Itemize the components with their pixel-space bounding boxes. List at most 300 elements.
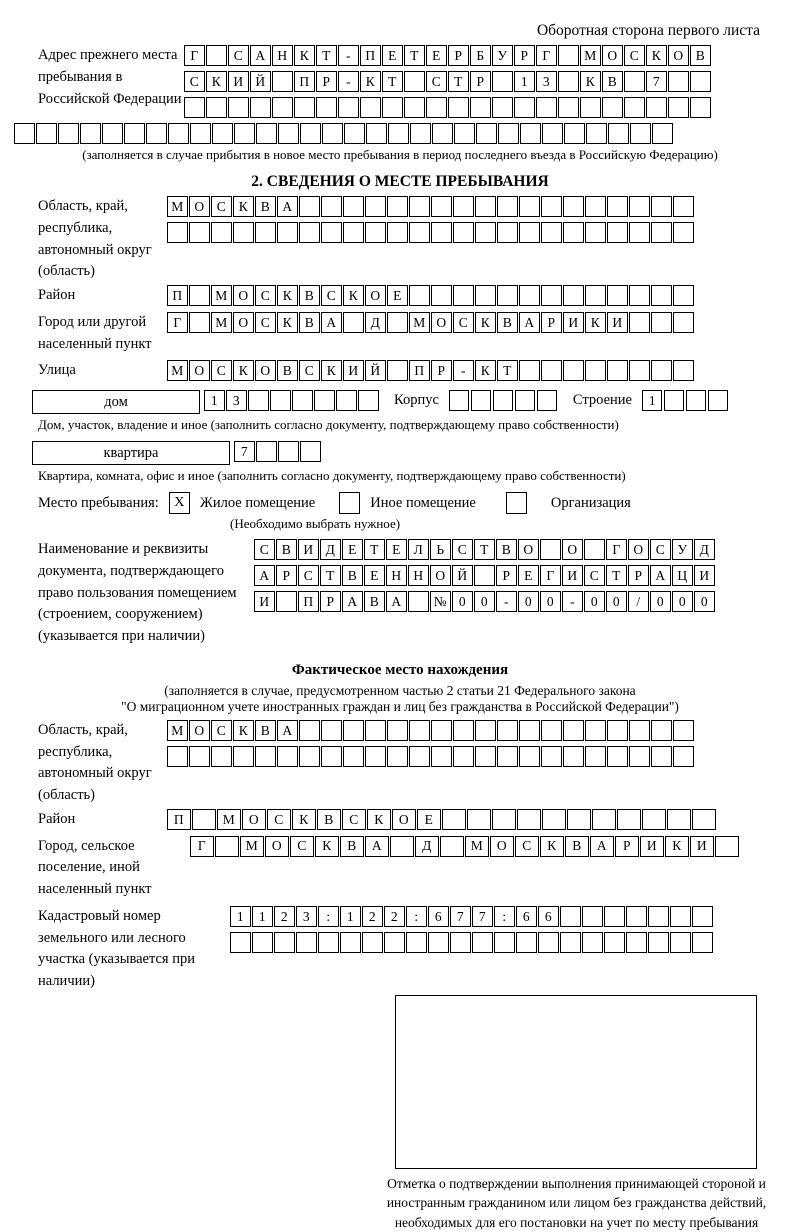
char-cell[interactable] xyxy=(592,809,616,830)
char-cell[interactable] xyxy=(206,97,227,118)
char-cell[interactable] xyxy=(167,746,188,767)
char-cell[interactable] xyxy=(255,222,276,243)
char-cell[interactable] xyxy=(560,932,581,953)
char-cell[interactable]: К xyxy=(343,285,364,306)
char-cell[interactable]: Е xyxy=(518,565,539,586)
char-cell[interactable] xyxy=(387,746,408,767)
char-cell[interactable] xyxy=(492,809,516,830)
char-cell[interactable] xyxy=(563,196,584,217)
char-cell[interactable]: Е xyxy=(386,539,407,560)
char-cell[interactable] xyxy=(470,97,491,118)
char-cell[interactable]: Т xyxy=(474,539,495,560)
char-cell[interactable] xyxy=(690,71,711,92)
char-cell[interactable]: 0 xyxy=(606,591,627,612)
char-cell[interactable] xyxy=(648,906,669,927)
char-cell[interactable] xyxy=(358,390,379,411)
char-cell[interactable] xyxy=(564,123,585,144)
char-cell[interactable] xyxy=(560,906,581,927)
char-cell[interactable] xyxy=(607,222,628,243)
char-cell[interactable] xyxy=(567,809,591,830)
char-cell[interactable]: 1 xyxy=(252,906,273,927)
char-cell[interactable]: П xyxy=(167,285,188,306)
char-cell[interactable] xyxy=(215,836,239,857)
char-cell[interactable] xyxy=(448,97,469,118)
char-cell[interactable]: О xyxy=(189,360,210,381)
char-cell[interactable]: А xyxy=(277,196,298,217)
char-cell[interactable] xyxy=(692,906,713,927)
char-cell[interactable]: Р xyxy=(448,45,469,66)
char-cell[interactable]: 0 xyxy=(518,591,539,612)
char-cell[interactable]: В xyxy=(317,809,341,830)
char-cell[interactable] xyxy=(426,97,447,118)
char-cell[interactable] xyxy=(206,45,227,66)
char-cell[interactable] xyxy=(582,932,603,953)
char-cell[interactable]: К xyxy=(294,45,315,66)
char-cell[interactable] xyxy=(299,720,320,741)
char-cell[interactable]: Л xyxy=(408,539,429,560)
char-cell[interactable]: К xyxy=(475,312,496,333)
char-cell[interactable]: Т xyxy=(606,565,627,586)
char-cell[interactable]: В xyxy=(277,360,298,381)
char-cell[interactable]: А xyxy=(650,565,671,586)
char-cell[interactable] xyxy=(630,123,651,144)
char-cell[interactable]: - xyxy=(453,360,474,381)
char-cell[interactable]: Е xyxy=(342,539,363,560)
char-cell[interactable]: О xyxy=(668,45,689,66)
char-cell[interactable] xyxy=(387,222,408,243)
char-cell[interactable] xyxy=(343,720,364,741)
char-cell[interactable]: 3 xyxy=(536,71,557,92)
char-cell[interactable]: 6 xyxy=(538,906,559,927)
char-cell[interactable] xyxy=(541,360,562,381)
char-cell[interactable] xyxy=(517,809,541,830)
char-cell[interactable]: - xyxy=(562,591,583,612)
char-cell[interactable] xyxy=(474,565,495,586)
char-cell[interactable] xyxy=(278,123,299,144)
char-cell[interactable]: М xyxy=(167,196,188,217)
char-cell[interactable] xyxy=(387,720,408,741)
char-cell[interactable]: Д xyxy=(320,539,341,560)
char-cell[interactable] xyxy=(673,746,694,767)
char-cell[interactable]: В xyxy=(276,539,297,560)
char-cell[interactable] xyxy=(365,746,386,767)
char-cell[interactable]: Р xyxy=(615,836,639,857)
char-cell[interactable]: Р xyxy=(496,565,517,586)
char-cell[interactable] xyxy=(519,360,540,381)
char-cell[interactable] xyxy=(189,285,210,306)
char-cell[interactable] xyxy=(651,360,672,381)
char-cell[interactable]: Н xyxy=(272,45,293,66)
char-cell[interactable]: С xyxy=(584,565,605,586)
char-cell[interactable] xyxy=(410,123,431,144)
char-cell[interactable]: К xyxy=(206,71,227,92)
char-cell[interactable]: О xyxy=(628,539,649,560)
char-cell[interactable] xyxy=(651,312,672,333)
char-cell[interactable] xyxy=(652,123,673,144)
char-cell[interactable] xyxy=(233,746,254,767)
char-cell[interactable] xyxy=(321,746,342,767)
char-cell[interactable] xyxy=(453,285,474,306)
char-cell[interactable]: О xyxy=(490,836,514,857)
char-cell[interactable]: К xyxy=(233,360,254,381)
char-cell[interactable] xyxy=(692,809,716,830)
char-cell[interactable]: 1 xyxy=(230,906,251,927)
char-cell[interactable]: И xyxy=(298,539,319,560)
char-cell[interactable]: С xyxy=(426,71,447,92)
char-cell[interactable] xyxy=(360,97,381,118)
char-cell[interactable]: О xyxy=(233,285,254,306)
char-cell[interactable]: К xyxy=(277,285,298,306)
char-cell[interactable]: Р xyxy=(541,312,562,333)
char-cell[interactable]: - xyxy=(338,71,359,92)
char-cell[interactable]: И xyxy=(563,312,584,333)
char-cell[interactable] xyxy=(365,196,386,217)
char-cell[interactable] xyxy=(673,312,694,333)
char-cell[interactable] xyxy=(673,196,694,217)
char-cell[interactable]: С xyxy=(254,539,275,560)
char-cell[interactable] xyxy=(586,123,607,144)
char-cell[interactable]: 0 xyxy=(650,591,671,612)
char-cell[interactable]: П xyxy=(294,71,315,92)
char-cell[interactable] xyxy=(537,390,558,411)
char-cell[interactable] xyxy=(492,97,513,118)
char-cell[interactable] xyxy=(336,390,357,411)
char-cell[interactable] xyxy=(541,720,562,741)
char-cell[interactable]: 1 xyxy=(204,390,225,411)
char-cell[interactable]: К xyxy=(367,809,391,830)
char-cell[interactable] xyxy=(715,836,739,857)
char-cell[interactable]: О xyxy=(255,360,276,381)
char-cell[interactable] xyxy=(629,720,650,741)
char-cell[interactable] xyxy=(252,932,273,953)
char-cell[interactable]: Р xyxy=(628,565,649,586)
char-cell[interactable] xyxy=(520,123,541,144)
char-cell[interactable]: П xyxy=(360,45,381,66)
char-cell[interactable] xyxy=(670,906,691,927)
char-cell[interactable]: В xyxy=(565,836,589,857)
char-cell[interactable] xyxy=(514,97,535,118)
char-cell[interactable]: О xyxy=(189,720,210,741)
char-cell[interactable] xyxy=(493,390,514,411)
char-cell[interactable]: № xyxy=(430,591,451,612)
char-cell[interactable]: Н xyxy=(408,565,429,586)
char-cell[interactable]: М xyxy=(211,312,232,333)
char-cell[interactable]: С xyxy=(321,285,342,306)
char-cell[interactable] xyxy=(296,932,317,953)
char-cell[interactable] xyxy=(321,222,342,243)
char-cell[interactable]: П xyxy=(167,809,191,830)
char-cell[interactable]: 0 xyxy=(540,591,561,612)
char-cell[interactable] xyxy=(212,123,233,144)
char-cell[interactable] xyxy=(585,720,606,741)
char-cell[interactable] xyxy=(584,539,605,560)
char-cell[interactable] xyxy=(431,196,452,217)
char-cell[interactable] xyxy=(519,720,540,741)
char-cell[interactable] xyxy=(668,71,689,92)
char-cell[interactable] xyxy=(629,312,650,333)
char-cell[interactable] xyxy=(409,285,430,306)
char-cell[interactable]: К xyxy=(277,312,298,333)
char-cell[interactable]: Г xyxy=(606,539,627,560)
char-cell[interactable]: П xyxy=(298,591,319,612)
char-cell[interactable] xyxy=(168,123,189,144)
char-cell[interactable] xyxy=(664,390,685,411)
char-cell[interactable]: С xyxy=(342,809,366,830)
char-cell[interactable]: В xyxy=(299,312,320,333)
char-cell[interactable] xyxy=(190,123,211,144)
char-cell[interactable] xyxy=(250,97,271,118)
char-cell[interactable] xyxy=(343,312,364,333)
char-cell[interactable]: Р xyxy=(276,565,297,586)
char-cell[interactable] xyxy=(58,123,79,144)
checkbox-other-premises[interactable] xyxy=(339,492,360,514)
char-cell[interactable] xyxy=(192,809,216,830)
char-cell[interactable] xyxy=(497,720,518,741)
char-cell[interactable] xyxy=(629,285,650,306)
char-cell[interactable] xyxy=(80,123,101,144)
char-cell[interactable] xyxy=(189,222,210,243)
char-cell[interactable]: К xyxy=(646,45,667,66)
char-cell[interactable]: В xyxy=(364,591,385,612)
char-cell[interactable] xyxy=(541,746,562,767)
char-cell[interactable]: С xyxy=(184,71,205,92)
char-cell[interactable] xyxy=(256,123,277,144)
char-cell[interactable]: 2 xyxy=(274,906,295,927)
char-cell[interactable] xyxy=(431,746,452,767)
char-cell[interactable] xyxy=(255,746,276,767)
char-cell[interactable] xyxy=(365,222,386,243)
char-cell[interactable] xyxy=(234,123,255,144)
char-cell[interactable]: Ь xyxy=(430,539,451,560)
char-cell[interactable] xyxy=(497,222,518,243)
house-type-box[interactable]: дом xyxy=(32,390,200,414)
char-cell[interactable] xyxy=(651,720,672,741)
char-cell[interactable] xyxy=(409,196,430,217)
char-cell[interactable]: 1 xyxy=(514,71,535,92)
char-cell[interactable] xyxy=(563,285,584,306)
char-cell[interactable]: К xyxy=(585,312,606,333)
char-cell[interactable] xyxy=(184,97,205,118)
char-cell[interactable]: Д xyxy=(365,312,386,333)
char-cell[interactable] xyxy=(607,196,628,217)
char-cell[interactable]: К xyxy=(315,836,339,857)
char-cell[interactable] xyxy=(475,720,496,741)
char-cell[interactable] xyxy=(651,222,672,243)
char-cell[interactable] xyxy=(602,97,623,118)
char-cell[interactable] xyxy=(542,809,566,830)
char-cell[interactable]: В xyxy=(602,71,623,92)
char-cell[interactable]: 3 xyxy=(296,906,317,927)
char-cell[interactable]: И xyxy=(607,312,628,333)
char-cell[interactable]: 2 xyxy=(384,906,405,927)
char-cell[interactable] xyxy=(343,746,364,767)
char-cell[interactable]: В xyxy=(690,45,711,66)
char-cell[interactable]: У xyxy=(672,539,693,560)
char-cell[interactable] xyxy=(467,809,491,830)
char-cell[interactable] xyxy=(585,196,606,217)
char-cell[interactable] xyxy=(585,222,606,243)
char-cell[interactable]: А xyxy=(365,836,389,857)
char-cell[interactable]: С xyxy=(624,45,645,66)
char-cell[interactable]: В xyxy=(497,312,518,333)
char-cell[interactable]: С xyxy=(211,360,232,381)
char-cell[interactable]: И xyxy=(640,836,664,857)
char-cell[interactable] xyxy=(558,71,579,92)
char-cell[interactable] xyxy=(607,720,628,741)
char-cell[interactable]: В xyxy=(255,196,276,217)
char-cell[interactable] xyxy=(274,932,295,953)
char-cell[interactable] xyxy=(607,746,628,767)
char-cell[interactable] xyxy=(453,222,474,243)
char-cell[interactable] xyxy=(300,441,321,462)
char-cell[interactable] xyxy=(365,720,386,741)
char-cell[interactable] xyxy=(211,746,232,767)
char-cell[interactable] xyxy=(432,123,453,144)
char-cell[interactable]: В xyxy=(299,285,320,306)
char-cell[interactable] xyxy=(409,222,430,243)
char-cell[interactable]: А xyxy=(519,312,540,333)
char-cell[interactable] xyxy=(431,285,452,306)
char-cell[interactable] xyxy=(256,441,277,462)
char-cell[interactable]: Т xyxy=(448,71,469,92)
char-cell[interactable]: : xyxy=(406,906,427,927)
char-cell[interactable]: О xyxy=(189,196,210,217)
char-cell[interactable] xyxy=(541,196,562,217)
char-cell[interactable]: А xyxy=(321,312,342,333)
char-cell[interactable] xyxy=(343,196,364,217)
char-cell[interactable]: М xyxy=(167,360,188,381)
char-cell[interactable] xyxy=(580,97,601,118)
char-cell[interactable]: 3 xyxy=(226,390,247,411)
char-cell[interactable] xyxy=(498,123,519,144)
char-cell[interactable]: К xyxy=(475,360,496,381)
char-cell[interactable] xyxy=(629,222,650,243)
char-cell[interactable] xyxy=(277,746,298,767)
char-cell[interactable]: О xyxy=(431,312,452,333)
char-cell[interactable] xyxy=(362,932,383,953)
char-cell[interactable]: М xyxy=(465,836,489,857)
char-cell[interactable] xyxy=(673,285,694,306)
char-cell[interactable]: Т xyxy=(382,71,403,92)
char-cell[interactable]: Й xyxy=(250,71,271,92)
char-cell[interactable]: Б xyxy=(470,45,491,66)
char-cell[interactable]: Е xyxy=(382,45,403,66)
char-cell[interactable]: А xyxy=(250,45,271,66)
char-cell[interactable]: М xyxy=(580,45,601,66)
char-cell[interactable]: Й xyxy=(365,360,386,381)
char-cell[interactable]: С xyxy=(267,809,291,830)
char-cell[interactable]: Т xyxy=(364,539,385,560)
char-cell[interactable] xyxy=(563,720,584,741)
char-cell[interactable]: О xyxy=(365,285,386,306)
char-cell[interactable] xyxy=(340,932,361,953)
char-cell[interactable] xyxy=(673,360,694,381)
char-cell[interactable] xyxy=(453,196,474,217)
apartment-type-box[interactable]: квартира xyxy=(32,441,230,465)
char-cell[interactable]: Т xyxy=(404,45,425,66)
char-cell[interactable] xyxy=(102,123,123,144)
char-cell[interactable]: Т xyxy=(497,360,518,381)
char-cell[interactable] xyxy=(387,312,408,333)
char-cell[interactable]: Р xyxy=(316,71,337,92)
char-cell[interactable]: Е xyxy=(417,809,441,830)
char-cell[interactable] xyxy=(276,591,297,612)
char-cell[interactable] xyxy=(673,222,694,243)
char-cell[interactable] xyxy=(648,932,669,953)
char-cell[interactable] xyxy=(670,932,691,953)
char-cell[interactable] xyxy=(382,97,403,118)
char-cell[interactable]: 6 xyxy=(428,906,449,927)
char-cell[interactable]: К xyxy=(321,360,342,381)
char-cell[interactable] xyxy=(471,390,492,411)
checkbox-residential[interactable]: X xyxy=(169,492,190,514)
char-cell[interactable]: Е xyxy=(387,285,408,306)
char-cell[interactable] xyxy=(626,906,647,927)
char-cell[interactable] xyxy=(475,196,496,217)
char-cell[interactable] xyxy=(428,932,449,953)
char-cell[interactable]: С xyxy=(298,565,319,586)
char-cell[interactable] xyxy=(686,390,707,411)
char-cell[interactable]: С xyxy=(255,312,276,333)
char-cell[interactable] xyxy=(390,836,414,857)
checkbox-organization[interactable] xyxy=(506,492,527,514)
char-cell[interactable]: С xyxy=(515,836,539,857)
char-cell[interactable] xyxy=(211,222,232,243)
char-cell[interactable]: А xyxy=(277,720,298,741)
char-cell[interactable] xyxy=(494,932,515,953)
char-cell[interactable]: С xyxy=(453,312,474,333)
char-cell[interactable]: И xyxy=(562,565,583,586)
char-cell[interactable] xyxy=(651,746,672,767)
char-cell[interactable]: М xyxy=(240,836,264,857)
char-cell[interactable]: К xyxy=(540,836,564,857)
char-cell[interactable] xyxy=(626,932,647,953)
char-cell[interactable] xyxy=(409,720,430,741)
char-cell[interactable]: М xyxy=(217,809,241,830)
char-cell[interactable]: Г xyxy=(184,45,205,66)
char-cell[interactable] xyxy=(318,932,339,953)
char-cell[interactable]: С xyxy=(452,539,473,560)
char-cell[interactable] xyxy=(408,591,429,612)
char-cell[interactable]: О xyxy=(242,809,266,830)
char-cell[interactable]: У xyxy=(492,45,513,66)
char-cell[interactable] xyxy=(541,285,562,306)
char-cell[interactable] xyxy=(536,97,557,118)
char-cell[interactable]: А xyxy=(342,591,363,612)
char-cell[interactable]: М xyxy=(409,312,430,333)
char-cell[interactable]: В xyxy=(255,720,276,741)
char-cell[interactable] xyxy=(646,97,667,118)
char-cell[interactable]: К xyxy=(292,809,316,830)
char-cell[interactable]: М xyxy=(211,285,232,306)
char-cell[interactable] xyxy=(668,97,689,118)
char-cell[interactable]: Е xyxy=(364,565,385,586)
char-cell[interactable] xyxy=(440,836,464,857)
char-cell[interactable] xyxy=(629,360,650,381)
char-cell[interactable] xyxy=(475,746,496,767)
char-cell[interactable] xyxy=(314,390,335,411)
char-cell[interactable]: С xyxy=(211,196,232,217)
char-cell[interactable] xyxy=(321,720,342,741)
char-cell[interactable] xyxy=(582,906,603,927)
char-cell[interactable]: П xyxy=(409,360,430,381)
char-cell[interactable] xyxy=(14,123,35,144)
char-cell[interactable] xyxy=(692,932,713,953)
char-cell[interactable] xyxy=(322,123,343,144)
char-cell[interactable] xyxy=(338,97,359,118)
char-cell[interactable]: Г xyxy=(540,565,561,586)
char-cell[interactable] xyxy=(387,360,408,381)
